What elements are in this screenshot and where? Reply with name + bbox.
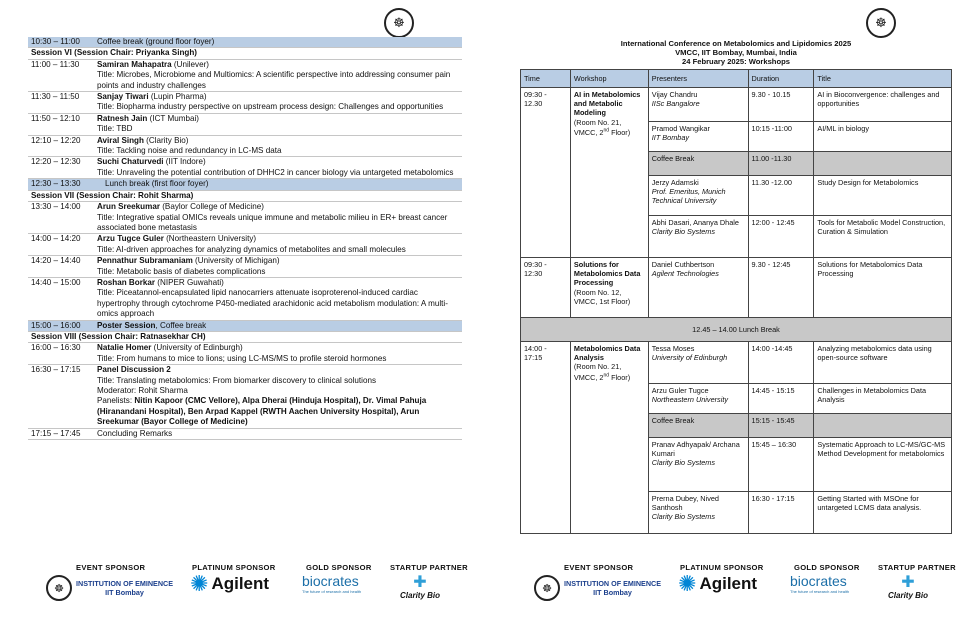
talk-title: Title: Tackling noise and redundancy in LC-MS data xyxy=(97,146,282,156)
coffee2-label: Coffee Break xyxy=(648,414,748,438)
speaker-name: Pennathur Subramaniam xyxy=(97,256,193,266)
time-cell: 10:30 – 11:00 xyxy=(28,37,94,48)
biocrates-logo xyxy=(302,573,361,594)
coffee1-label: Coffee Break xyxy=(648,152,748,176)
clarity-name: Clarity Bio xyxy=(888,591,929,600)
session-header-row xyxy=(28,190,462,201)
iit-line2: IIT Bombay xyxy=(105,588,144,597)
clarity-name: Clarity Bio xyxy=(400,591,441,600)
biocrates-tagline: The future of research and health xyxy=(790,589,850,594)
speaker-affiliation: (NIPER Guwahati) xyxy=(155,277,224,287)
iit-line1: INSTITUTION OF EMINENCE xyxy=(564,579,662,588)
r6-duration: 14:00 -14:45 xyxy=(748,342,814,384)
agilent-name: Agilent xyxy=(211,574,270,593)
startup-partner-label: STARTUP PARTNER xyxy=(390,563,468,572)
table-row xyxy=(28,92,462,114)
content-cell xyxy=(94,234,462,256)
talk-title: Title: Translating metabolomics: From biomarker discovery to clinical solutions xyxy=(97,375,377,385)
session-title: Session VI (Session Chair: Priyanka Singh) xyxy=(28,48,462,59)
w2-name: Solutions for Metabolomics Data Processing xyxy=(573,260,641,288)
talk-title: Title: TBD xyxy=(97,124,133,134)
w1-cell xyxy=(570,88,648,258)
table-row xyxy=(521,318,952,342)
session-title: Session VII (Session Chair: Rohit Sharma) xyxy=(28,190,462,201)
iit-bombay-logo xyxy=(534,575,661,601)
time-cell: 11:00 – 11:30 xyxy=(28,59,94,91)
iit-bombay-logo xyxy=(46,575,173,601)
time-cell: 12:10 – 12:20 xyxy=(28,135,94,157)
w3-room: (Room No. 21, VMCC, 2nd Floor) xyxy=(573,362,631,383)
w2-cell xyxy=(570,258,648,318)
content-cell xyxy=(94,113,462,135)
r1-title: AI in Bioconvergence: challenges and opportunities xyxy=(814,88,952,122)
workshop-header-row xyxy=(521,70,952,88)
gold-sponsor-label: GOLD SPONSOR xyxy=(794,563,860,572)
content-cell xyxy=(94,320,462,331)
r5-duration: 9.30 - 12:45 xyxy=(748,258,814,318)
talk-title: Title: AI-driven approaches for analyzing dynamics of metabolites and small molecules xyxy=(97,244,406,254)
time-cell: 17:15 – 17:45 xyxy=(28,428,94,439)
col-presenters: Presenters xyxy=(648,70,748,88)
speaker-name: Suchi Chaturvedi xyxy=(97,157,164,167)
poster-label: Poster Session xyxy=(97,320,156,330)
col-time: Time xyxy=(521,70,571,88)
content-cell xyxy=(94,343,462,365)
sponsor-bar-right xyxy=(528,563,958,623)
break-row xyxy=(28,320,462,331)
w1-room: (Room No. 21, VMCC, 2nd Floor) xyxy=(573,117,631,138)
r9-presenter: Prerna Dubey, Nived Santhosh Clarity Bio Systems xyxy=(648,492,748,534)
speaker-name: Arun Sreekumar xyxy=(97,202,160,212)
r3-title: Study Design for Metabolomics xyxy=(814,176,952,216)
venue-line: VMCC, IIT Bombay, Mumbai, India xyxy=(675,48,797,57)
session-header-row xyxy=(28,48,462,59)
time-cell: 14:00 – 14:20 xyxy=(28,234,94,256)
content-cell xyxy=(94,135,462,157)
content-cell xyxy=(94,277,462,320)
talk-title: Title: Integrative spatial OMICs reveals unique immune and metabolic milieu in ER+ breast cancer associated bone metastasis xyxy=(97,212,448,232)
table-row xyxy=(28,277,462,320)
r7-presenter: Arzu Guler Tugce Northeastern University xyxy=(648,384,748,414)
r9-title: Getting Started with MSOne for untargeted LCMS data analysis. xyxy=(814,492,952,534)
table-row xyxy=(521,342,952,384)
panelists-names: Nitin Kapoor (CMC Vellore), Alpa Dherai (Hinduja Hospital), Dr. Vimal Pahuja (Hiranandani Hospital), Ben Arpad Kappel (RWTH Aachen University Hospital), Arun Sreekumar (Bayor College of Medicine) xyxy=(97,396,427,427)
w3-name: Metabolomics Data Analysis xyxy=(573,344,641,363)
r6-title: Analyzing metabolomics data using open-source software xyxy=(814,342,952,384)
r1-duration: 9.30 - 10.15 xyxy=(748,88,814,122)
talk-title: Title: Metabolic basis of diabetes complications xyxy=(97,266,266,276)
biocrates-tagline: The future of research and health xyxy=(302,589,362,594)
speaker-name: Sanjay Tiwari xyxy=(97,92,149,102)
content-cell xyxy=(94,256,462,278)
speaker-name: Arzu Tugce Guler xyxy=(97,234,164,244)
iit-seal-icon: ☸ xyxy=(384,8,414,38)
break-label: Lunch break (first floor foyer) xyxy=(105,179,209,189)
w1-time: 09:30 - 12.30 xyxy=(521,88,571,258)
speaker-affiliation: (IIT Indore) xyxy=(163,157,206,167)
table-row xyxy=(28,343,462,365)
sponsor-bar-left xyxy=(40,563,470,623)
r8-title: Systematic Approach to LC-MS/GC-MS Method Development for metabolomics xyxy=(814,438,952,492)
iit-seal-icon-right: ☸ xyxy=(866,8,896,38)
biocrates-logo xyxy=(790,573,849,594)
clarity-bio-logo xyxy=(400,575,440,600)
platinum-sponsor-label: PLATINUM SPONSOR xyxy=(192,563,276,572)
poster-extra: , Coffee break xyxy=(155,320,207,330)
coffee1-empty xyxy=(814,152,952,176)
iit-line2: IIT Bombay xyxy=(593,588,632,597)
speaker-name: Aviral Singh xyxy=(97,135,144,145)
table-row xyxy=(28,365,462,428)
clarity-cross-icon: ✚ xyxy=(901,574,915,591)
w2-room: (Room No. 12, VMCC, 1st Floor) xyxy=(573,287,631,306)
content-cell xyxy=(94,92,462,114)
content-cell xyxy=(94,157,462,179)
session-title: Session VIII (Session Chair: Ratnasekhar CH) xyxy=(28,331,462,342)
closing-label: Concluding Remarks xyxy=(97,428,173,438)
session-schedule-table xyxy=(28,37,462,440)
col-title: Title xyxy=(814,70,952,88)
break-label: Coffee break (ground floor foyer) xyxy=(97,37,215,46)
speaker-name: Natalie Homer xyxy=(97,343,152,353)
table-row xyxy=(28,135,462,157)
table-row xyxy=(521,88,952,122)
r4-title: Tools for Metabolic Model Construction, Curation & Simulation xyxy=(814,216,952,258)
iit-seal-icon: ☸ xyxy=(534,575,560,601)
talk-title: Title: Biopharma industry perspective on upstream process design: Challenges and opportunities xyxy=(97,102,444,112)
clarity-bio-logo xyxy=(888,575,928,600)
r2-presenter: Pramod Wangikar IIT Bombay xyxy=(648,122,748,152)
date-line: 24 February 2025: Workshops xyxy=(682,57,790,66)
content-cell xyxy=(94,428,462,439)
iit-seal-icon: ☸ xyxy=(46,575,72,601)
r7-duration: 14:45 - 15:15 xyxy=(748,384,814,414)
panelists-label: Panelists: xyxy=(97,396,135,406)
r6-presenter: Tessa Moses University of Edinburgh xyxy=(648,342,748,384)
content-cell xyxy=(94,365,462,428)
content-cell xyxy=(94,202,462,234)
session-header-row xyxy=(28,331,462,342)
biocrates-name: biocrates xyxy=(790,573,847,589)
w3-time: 14:00 - 17:15 xyxy=(521,342,571,534)
coffee1-duration: 11.00 -11.30 xyxy=(748,152,814,176)
w3-cell xyxy=(570,342,648,534)
panelists xyxy=(97,396,459,427)
table-row xyxy=(28,256,462,278)
r5-presenter: Daniel Cuthbertson Agilent Technologies xyxy=(648,258,748,318)
r4-duration: 12:00 - 12:45 xyxy=(748,216,814,258)
w2-time: 09:30 - 12:30 xyxy=(521,258,571,318)
col-workshop: Workshop xyxy=(570,70,648,88)
workshop-table xyxy=(520,69,952,534)
speaker-affiliation: (Lupin Pharma) xyxy=(148,92,207,102)
speaker-name: Roshan Borkar xyxy=(97,277,156,287)
table-row xyxy=(521,258,952,318)
table-row xyxy=(28,157,462,179)
agilent-logo xyxy=(678,571,757,597)
event-sponsor-label: EVENT SPONSOR xyxy=(564,563,634,572)
content-cell xyxy=(94,37,462,48)
time-cell: 13:30 – 14:00 xyxy=(28,202,94,234)
w1-name: AI in Metabolomics and Metabolic Modeling xyxy=(573,90,641,118)
agilent-spark-icon: ✺ xyxy=(678,571,697,596)
r8-presenter: Pranav Adhyapak/ Archana Kumari Clarity Bio Systems xyxy=(648,438,748,492)
talk-title: Title: Piceatannol-encapsulated lipid nanocarriers attenuate isoproterenol-induced cardiac hypertrophy through cytochrome P450-mediated arachidonic acid metabolism modulation: A multi-omics approach xyxy=(97,288,448,319)
table-row xyxy=(28,202,462,234)
iit-line1: INSTITUTION OF EMINENCE xyxy=(76,579,174,588)
speaker-affiliation: (Clarity Bio) xyxy=(143,135,189,145)
conference-title: International Conference on Metabolomics and Lipidomics 2025 xyxy=(620,39,852,48)
platinum-sponsor-label: PLATINUM SPONSOR xyxy=(680,563,764,572)
speaker-affiliation: (ICT Mumbai) xyxy=(147,113,199,123)
time-cell: 14:40 – 15:00 xyxy=(28,277,94,320)
time-cell: 15:00 – 16:00 xyxy=(28,320,94,331)
content-cell xyxy=(94,179,462,190)
time-cell: 12:30 – 13:30 xyxy=(28,179,94,190)
clarity-cross-icon: ✚ xyxy=(413,574,427,591)
speaker-affiliation: (Baylor College of Medicine) xyxy=(159,202,264,212)
time-cell: 11:30 – 11:50 xyxy=(28,92,94,114)
moderator: Moderator: Rohit Sharma xyxy=(97,386,188,395)
r5-title: Solutions for Metabolomics Data Processing xyxy=(814,258,952,318)
speaker-name: Ratnesh Jain xyxy=(97,113,148,123)
content-cell xyxy=(94,59,462,91)
speaker-affiliation: (University of Michigan) xyxy=(192,256,280,266)
lunch-break: 12.45 – 14.00 Lunch Break xyxy=(521,318,952,342)
event-sponsor-label: EVENT SPONSOR xyxy=(76,563,146,572)
coffee2-duration: 15:15 - 15:45 xyxy=(748,414,814,438)
startup-partner-label: STARTUP PARTNER xyxy=(878,563,956,572)
time-cell: 14:20 – 14:40 xyxy=(28,256,94,278)
speaker-affiliation: (Northeastern University) xyxy=(163,234,257,244)
speaker-affiliation: (Unilever) xyxy=(171,59,209,69)
r8-duration: 15:45 – 16:30 xyxy=(748,438,814,492)
speaker-affiliation: (University of Edinburgh) xyxy=(151,343,243,353)
table-row xyxy=(28,59,462,91)
time-cell: 16:30 – 17:15 xyxy=(28,365,94,428)
time-cell: 16:00 – 16:30 xyxy=(28,343,94,365)
break-row xyxy=(28,179,462,190)
agilent-name: Agilent xyxy=(699,574,758,593)
talk-title: Title: Unraveling the potential contribution of DHHC2 in cancer biology via untargeted metabolomics xyxy=(97,167,454,177)
time-cell: 11:50 – 12:10 xyxy=(28,113,94,135)
speaker-name: Panel Discussion 2 xyxy=(97,365,171,375)
r2-title: AI/ML in biology xyxy=(814,122,952,152)
table-row xyxy=(28,113,462,135)
r2-duration: 10:15 -11:00 xyxy=(748,122,814,152)
table-row xyxy=(28,428,462,439)
biocrates-name: biocrates xyxy=(302,573,359,589)
r4-presenter: Abhi Dasari, Ananya Dhale Clarity Bio Systems xyxy=(648,216,748,258)
r9-duration: 16:30 - 17:15 xyxy=(748,492,814,534)
r3-duration: 11.30 -12.00 xyxy=(748,176,814,216)
time-cell: 12:20 – 12:30 xyxy=(28,157,94,179)
col-duration: Duration xyxy=(748,70,814,88)
coffee2-empty xyxy=(814,414,952,438)
break-row xyxy=(28,37,462,48)
talk-title: Title: Microbes, Microbiome and Multiomics: A scientific perspective into addressing consumer pain points and industry challenges xyxy=(97,70,451,90)
r7-title: Challenges in Metabolomics Data Analysis xyxy=(814,384,952,414)
speaker-name: Samiran Mahapatra xyxy=(97,59,172,69)
r3-presenter: Jerzy Adamski Prof. Emeritus, Munich Technical University xyxy=(648,176,748,216)
r1-presenter: Vijay Chandru IISc Bangalore xyxy=(648,88,748,122)
gold-sponsor-label: GOLD SPONSOR xyxy=(306,563,372,572)
agilent-spark-icon: ✺ xyxy=(190,571,209,596)
agilent-logo xyxy=(190,571,269,597)
talk-title: Title: From humans to mice to lions; using LC-MS/MS to profile steroid hormones xyxy=(97,353,387,363)
table-row xyxy=(28,234,462,256)
